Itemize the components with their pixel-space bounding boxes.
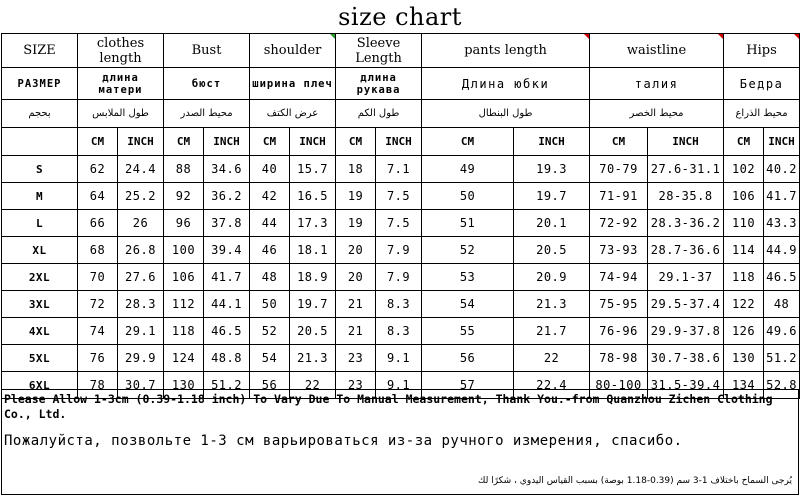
measurement-cell: 80-100 bbox=[590, 372, 648, 399]
measurement-cell: 27.6 bbox=[118, 264, 164, 291]
header-waistline-ru: талия bbox=[590, 68, 724, 100]
measurement-cell: 28-35.8 bbox=[648, 183, 724, 210]
unit-cm: CM bbox=[336, 128, 376, 156]
measurement-cell: 28.3 bbox=[118, 291, 164, 318]
measurement-cell: 88 bbox=[164, 156, 204, 183]
header-bust: Bust bbox=[164, 34, 250, 68]
measurement-cell: 7.1 bbox=[376, 156, 422, 183]
note-english: Please Allow 1-3cm (0.39-1.18 inch) To Vary Due To Manual Measurement, Thank You.-from Quanzhou Zichen Clothing Co., Ltd. bbox=[4, 392, 773, 421]
measurement-cell: 20.5 bbox=[290, 318, 336, 345]
table-row bbox=[2, 156, 800, 183]
header-hips-ar: محيط الذراع bbox=[724, 100, 800, 128]
header-shoulder: shoulder bbox=[250, 34, 336, 68]
measurement-cell: 21 bbox=[336, 291, 376, 318]
measurement-cell: 26 bbox=[118, 210, 164, 237]
measurement-cell: 19.3 bbox=[514, 156, 590, 183]
measurement-cell: 21.3 bbox=[514, 291, 590, 318]
measurement-cell: 46 bbox=[250, 237, 290, 264]
notes-box bbox=[1, 389, 799, 495]
size-cell: L bbox=[2, 210, 78, 237]
measurement-cell: 72 bbox=[78, 291, 118, 318]
measurement-cell: 76-96 bbox=[590, 318, 648, 345]
size-rows bbox=[2, 156, 800, 399]
measurement-cell: 106 bbox=[164, 264, 204, 291]
measurement-cell: 29.1-37 bbox=[648, 264, 724, 291]
measurement-cell: 18.1 bbox=[290, 237, 336, 264]
unit-inch: INCH bbox=[764, 128, 800, 156]
measurement-cell: 134 bbox=[724, 372, 764, 399]
unit-cm: CM bbox=[250, 128, 290, 156]
measurement-cell: 51.2 bbox=[764, 345, 800, 372]
measurement-cell: 73-93 bbox=[590, 237, 648, 264]
table-row bbox=[2, 264, 800, 291]
header-hips: Hips bbox=[724, 34, 800, 68]
measurement-cell: 49.6 bbox=[764, 318, 800, 345]
measurement-cell: 70 bbox=[78, 264, 118, 291]
measurement-cell: 48 bbox=[764, 291, 800, 318]
measurement-cell: 76 bbox=[78, 345, 118, 372]
header-waistline-ar: محيط الخصر bbox=[590, 100, 724, 128]
measurement-cell: 46.5 bbox=[204, 318, 250, 345]
size-cell: 6XL bbox=[2, 372, 78, 399]
measurement-cell: 42 bbox=[250, 183, 290, 210]
measurement-cell: 66 bbox=[78, 210, 118, 237]
table-row bbox=[2, 210, 800, 237]
measurement-cell: 68 bbox=[78, 237, 118, 264]
size-cell: 3XL bbox=[2, 291, 78, 318]
unit-inch: INCH bbox=[204, 128, 250, 156]
header-pants-length: pants length bbox=[422, 34, 590, 68]
measurement-cell: 31.5-39.4 bbox=[648, 372, 724, 399]
measurement-cell: 114 bbox=[724, 237, 764, 264]
measurement-cell: 29.5-37.4 bbox=[648, 291, 724, 318]
measurement-cell: 92 bbox=[164, 183, 204, 210]
measurement-cell: 64 bbox=[78, 183, 118, 210]
measurement-cell: 52 bbox=[422, 237, 514, 264]
measurement-cell: 16.5 bbox=[290, 183, 336, 210]
unit-cm: CM bbox=[590, 128, 648, 156]
measurement-cell: 29.9-37.8 bbox=[648, 318, 724, 345]
header-size-ar: بحجم bbox=[2, 100, 78, 128]
measurement-cell: 102 bbox=[724, 156, 764, 183]
measurement-cell: 8.3 bbox=[376, 291, 422, 318]
measurement-cell: 52 bbox=[250, 318, 290, 345]
size-cell: 4XL bbox=[2, 318, 78, 345]
measurement-cell: 51.2 bbox=[204, 372, 250, 399]
measurement-cell: 126 bbox=[724, 318, 764, 345]
measurement-cell: 37.8 bbox=[204, 210, 250, 237]
measurement-cell: 19.7 bbox=[290, 291, 336, 318]
measurement-cell: 100 bbox=[164, 237, 204, 264]
measurement-cell: 22 bbox=[514, 345, 590, 372]
measurement-cell: 30.7-38.6 bbox=[648, 345, 724, 372]
measurement-cell: 72-92 bbox=[590, 210, 648, 237]
measurement-cell: 34.6 bbox=[204, 156, 250, 183]
unit-inch: INCH bbox=[648, 128, 724, 156]
measurement-cell: 62 bbox=[78, 156, 118, 183]
measurement-cell: 29.9 bbox=[118, 345, 164, 372]
measurement-cell: 53 bbox=[422, 264, 514, 291]
measurement-cell: 130 bbox=[724, 345, 764, 372]
measurement-cell: 48.8 bbox=[204, 345, 250, 372]
measurement-cell: 50 bbox=[250, 291, 290, 318]
unit-cm: CM bbox=[164, 128, 204, 156]
measurement-cell: 78 bbox=[78, 372, 118, 399]
measurement-cell: 20 bbox=[336, 264, 376, 291]
measurement-cell: 7.9 bbox=[376, 264, 422, 291]
size-table bbox=[1, 33, 800, 399]
measurement-cell: 18.9 bbox=[290, 264, 336, 291]
header-size-ru: РАЗМЕР bbox=[2, 68, 78, 100]
measurement-cell: 96 bbox=[164, 210, 204, 237]
measurement-cell: 55 bbox=[422, 318, 514, 345]
unit-row bbox=[2, 128, 800, 156]
size-cell: S bbox=[2, 156, 78, 183]
measurement-cell: 7.5 bbox=[376, 210, 422, 237]
measurement-cell: 18 bbox=[336, 156, 376, 183]
header-pants-length-ru: Длина юбки bbox=[422, 68, 590, 100]
header-sleeve-length-ar: طول الكم bbox=[336, 100, 422, 128]
size-cell: XL bbox=[2, 237, 78, 264]
measurement-cell: 74-94 bbox=[590, 264, 648, 291]
header-row-ar bbox=[2, 100, 800, 128]
measurement-cell: 57 bbox=[422, 372, 514, 399]
measurement-cell: 130 bbox=[164, 372, 204, 399]
measurement-cell: 44.1 bbox=[204, 291, 250, 318]
header-size: SIZE bbox=[2, 34, 78, 68]
table-row bbox=[2, 183, 800, 210]
measurement-cell: 54 bbox=[422, 291, 514, 318]
unit-cm: CM bbox=[724, 128, 764, 156]
measurement-cell: 56 bbox=[422, 345, 514, 372]
measurement-cell: 78-98 bbox=[590, 345, 648, 372]
header-bust-ar: محيط الصدر bbox=[164, 100, 250, 128]
measurement-cell: 49 bbox=[422, 156, 514, 183]
page-title: size chart bbox=[338, 3, 462, 31]
header-bust-ru: бюст bbox=[164, 68, 250, 100]
measurement-cell: 21.3 bbox=[290, 345, 336, 372]
measurement-cell: 17.3 bbox=[290, 210, 336, 237]
measurement-cell: 44.9 bbox=[764, 237, 800, 264]
measurement-cell: 106 bbox=[724, 183, 764, 210]
measurement-cell: 48 bbox=[250, 264, 290, 291]
measurement-cell: 20.1 bbox=[514, 210, 590, 237]
measurement-cell: 110 bbox=[724, 210, 764, 237]
measurement-cell: 46.5 bbox=[764, 264, 800, 291]
unit-cm: CM bbox=[78, 128, 118, 156]
header-shoulder-ar: عرض الكتف bbox=[250, 100, 336, 128]
table-row bbox=[2, 318, 800, 345]
measurement-cell: 7.9 bbox=[376, 237, 422, 264]
size-cell: 5XL bbox=[2, 345, 78, 372]
measurement-cell: 22 bbox=[290, 372, 336, 399]
measurement-cell: 19 bbox=[336, 210, 376, 237]
measurement-cell: 124 bbox=[164, 345, 204, 372]
measurement-cell: 25.2 bbox=[118, 183, 164, 210]
measurement-cell: 41.7 bbox=[764, 183, 800, 210]
measurement-cell: 50 bbox=[422, 183, 514, 210]
measurement-cell: 122 bbox=[724, 291, 764, 318]
unit-inch: INCH bbox=[376, 128, 422, 156]
unit-inch: INCH bbox=[514, 128, 590, 156]
measurement-cell: 21 bbox=[336, 318, 376, 345]
measurement-cell: 29.1 bbox=[118, 318, 164, 345]
header-clothes-length-ru: длина матери bbox=[78, 68, 164, 100]
measurement-cell: 9.1 bbox=[376, 345, 422, 372]
size-cell: 2XL bbox=[2, 264, 78, 291]
measurement-cell: 20 bbox=[336, 237, 376, 264]
measurement-cell: 56 bbox=[250, 372, 290, 399]
measurement-cell: 20.9 bbox=[514, 264, 590, 291]
measurement-cell: 19 bbox=[336, 183, 376, 210]
measurement-cell: 15.7 bbox=[290, 156, 336, 183]
measurement-cell: 118 bbox=[724, 264, 764, 291]
measurement-cell: 51 bbox=[422, 210, 514, 237]
measurement-cell: 8.3 bbox=[376, 318, 422, 345]
measurement-cell: 40 bbox=[250, 156, 290, 183]
measurement-cell: 7.5 bbox=[376, 183, 422, 210]
unit-inch: INCH bbox=[290, 128, 336, 156]
measurement-cell: 36.2 bbox=[204, 183, 250, 210]
note-russian: Пожалуйста, позвольте 1-3 см варьироваться из-за ручного измерения, спасибо. bbox=[4, 433, 683, 449]
unit-inch: INCH bbox=[118, 128, 164, 156]
unit-cm: CM bbox=[422, 128, 514, 156]
measurement-cell: 28.7-36.6 bbox=[648, 237, 724, 264]
measurement-cell: 118 bbox=[164, 318, 204, 345]
header-row-en bbox=[2, 34, 800, 68]
header-sleeve-length-ru: длина рукава bbox=[336, 68, 422, 100]
measurement-cell: 112 bbox=[164, 291, 204, 318]
measurement-cell: 28.3-36.2 bbox=[648, 210, 724, 237]
measurement-cell: 26.8 bbox=[118, 237, 164, 264]
measurement-cell: 23 bbox=[336, 345, 376, 372]
measurement-cell: 75-95 bbox=[590, 291, 648, 318]
measurement-cell: 22.4 bbox=[514, 372, 590, 399]
measurement-cell: 74 bbox=[78, 318, 118, 345]
measurement-cell: 30.7 bbox=[118, 372, 164, 399]
header-pants-length-ar: طول البنطال bbox=[422, 100, 590, 128]
measurement-cell: 41.7 bbox=[204, 264, 250, 291]
measurement-cell: 9.1 bbox=[376, 372, 422, 399]
size-cell: M bbox=[2, 183, 78, 210]
measurement-cell: 71-91 bbox=[590, 183, 648, 210]
table-row bbox=[2, 291, 800, 318]
measurement-cell: 21.7 bbox=[514, 318, 590, 345]
measurement-cell: 43.3 bbox=[764, 210, 800, 237]
measurement-cell: 44 bbox=[250, 210, 290, 237]
note-arabic: يُرجى السماح باختلاف 1-3 سم (0.39-1.18 بوصة) بسبب القياس اليدوي ، شكرًا لك bbox=[478, 476, 792, 486]
measurement-cell: 54 bbox=[250, 345, 290, 372]
header-shoulder-ru: ширина плеч bbox=[250, 68, 336, 100]
table-row bbox=[2, 345, 800, 372]
measurement-cell: 39.4 bbox=[204, 237, 250, 264]
header-row-ru bbox=[2, 68, 800, 100]
unit-cell-empty bbox=[2, 128, 78, 156]
measurement-cell: 40.2 bbox=[764, 156, 800, 183]
header-clothes-length-ar: طول الملابس bbox=[78, 100, 164, 128]
measurement-cell: 70-79 bbox=[590, 156, 648, 183]
measurement-cell: 52.8 bbox=[764, 372, 800, 399]
measurement-cell: 19.7 bbox=[514, 183, 590, 210]
measurement-cell: 24.4 bbox=[118, 156, 164, 183]
table-row bbox=[2, 237, 800, 264]
header-sleeve-length: Sleeve Length bbox=[336, 34, 422, 68]
header-clothes-length: clothes length bbox=[78, 34, 164, 68]
measurement-cell: 20.5 bbox=[514, 237, 590, 264]
header-hips-ru: Бедра bbox=[724, 68, 800, 100]
measurement-cell: 27.6-31.1 bbox=[648, 156, 724, 183]
header-waistline: waistline bbox=[590, 34, 724, 68]
measurement-cell: 23 bbox=[336, 372, 376, 399]
